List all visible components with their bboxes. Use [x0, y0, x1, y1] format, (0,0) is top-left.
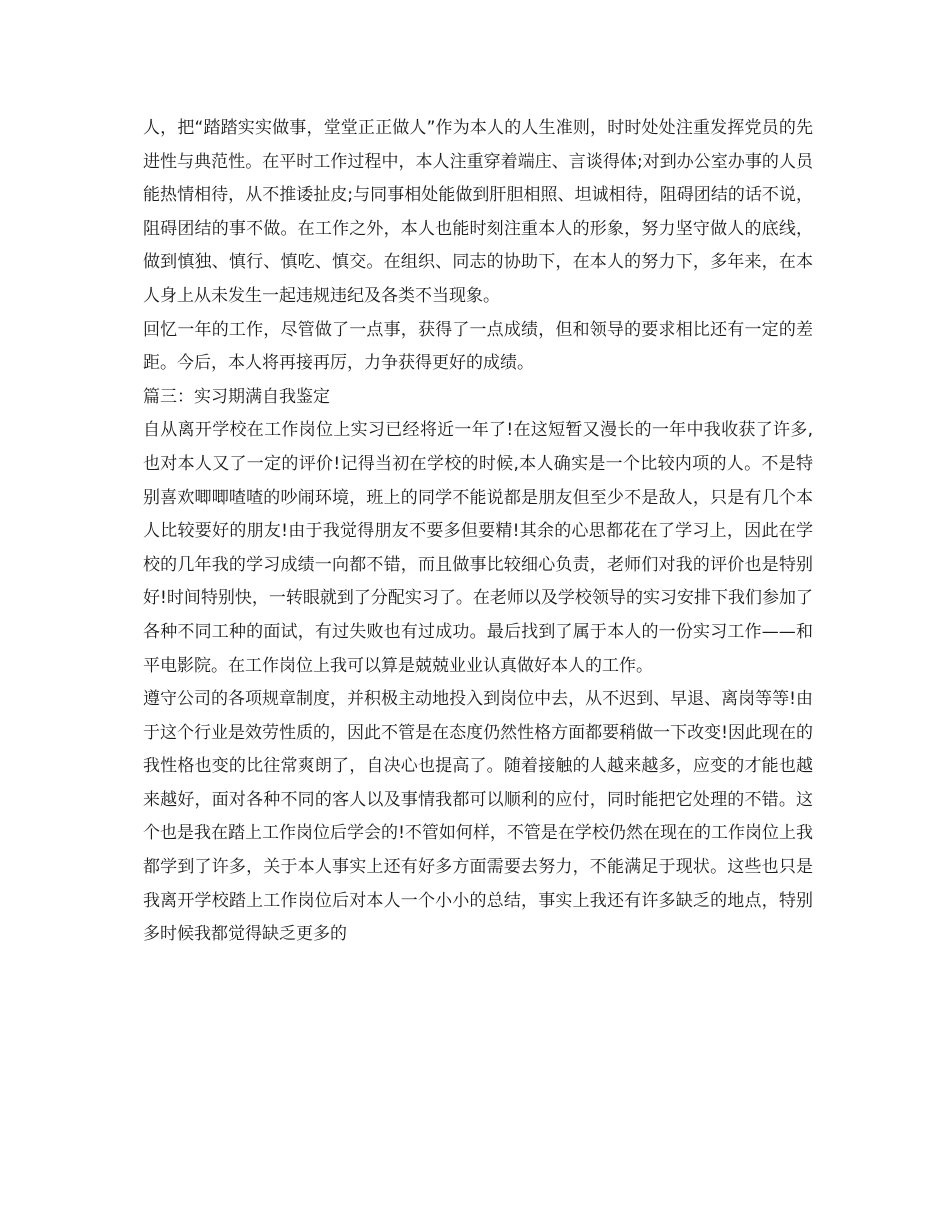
paragraph-2: 回忆一年的工作，尽管做了一点事，获得了一点成绩，但和领导的要求相比还有一定的差距。今后，本人将再接再厉，力争获得更好的成绩。	[143, 319, 813, 374]
section-title: 篇三：实习期满自我鉴定	[143, 386, 330, 407]
section-paragraph-2: 遵守公司的各项规章制度，并积极主动地投入到岗位中去，从不迟到、早退、离岗等等!由于这个行业是效劳性质的，因此不管是在态度仍然性格方面都要稍做一下改变!因此现在的我性格也变的比往常爽朗了，自决心也提高了。随着接触的人越来越多，应变的才能也越来越好，面对各种不同的客人以及事情我都可以顺利的应付，同时能把它处理的不错。这个也是我在踏上工作岗位后学会的!不管如何样，不管是在学校仍然在现在的工作岗位上我都学到了许多，关于本人事实上还有好多方面需要去努力，不能满足于现状。这些也只是我离开学校踏上工作岗位后对本人一个小小的总结，事实上我还有许多缺乏的地点，特别多时候我都觉得缺乏更多的	[143, 689, 813, 945]
paragraph-1: 人，把“踏踏实实做事，堂堂正正做人”作为本人的人生准则，时时处处注重发挥党员的先进性与典范性。在平时工作过程中，本人注重穿着端庄、言谈得体;对到办公室办事的人员能热情相待，从不推诿扯皮;与同事相处能做到肝胆相照、坦诚相待，阻碍团结的话不说，阻碍团结的事不做。在工作之外，本人也能时刻注重本人的形象，努力坚守做人的底线，做到慎独、慎行、慎吃、慎交。在组织、同志的协助下，在本人的努力下，多年来，在本人身上从未发生一起违规违纪及各类不当现象。	[143, 118, 813, 306]
document-body	[143, 112, 813, 952]
section-paragraph-1: 自从离开学校在工作岗位上实习已经将近一年了!在这短暂又漫长的一年中我收获了许多,也对本人又了一定的评价!记得当初在学校的时候,本人确实是一个比较内项的人。不是特别喜欢唧唧喳喳的吵闹环境，班上的同学不能说都是朋友但至少不是敌人，只是有几个本人比较要好的朋友!由于我觉得朋友不要多但要精!其余的心思都花在了学习上，因此在学校的几年我的学习成绩一向都不错，而且做事比较细心负责，老师们对我的评价也是特别好!时间特别快，一转眼就到了分配实习了。在老师以及学校领导的实习安排下我们参加了各种不同工种的面试，有过失败也有过成功。最后找到了属于本人的一份实习工作——和平电影院。在工作岗位上我可以算是兢兢业业认真做好本人的工作。	[143, 420, 813, 676]
